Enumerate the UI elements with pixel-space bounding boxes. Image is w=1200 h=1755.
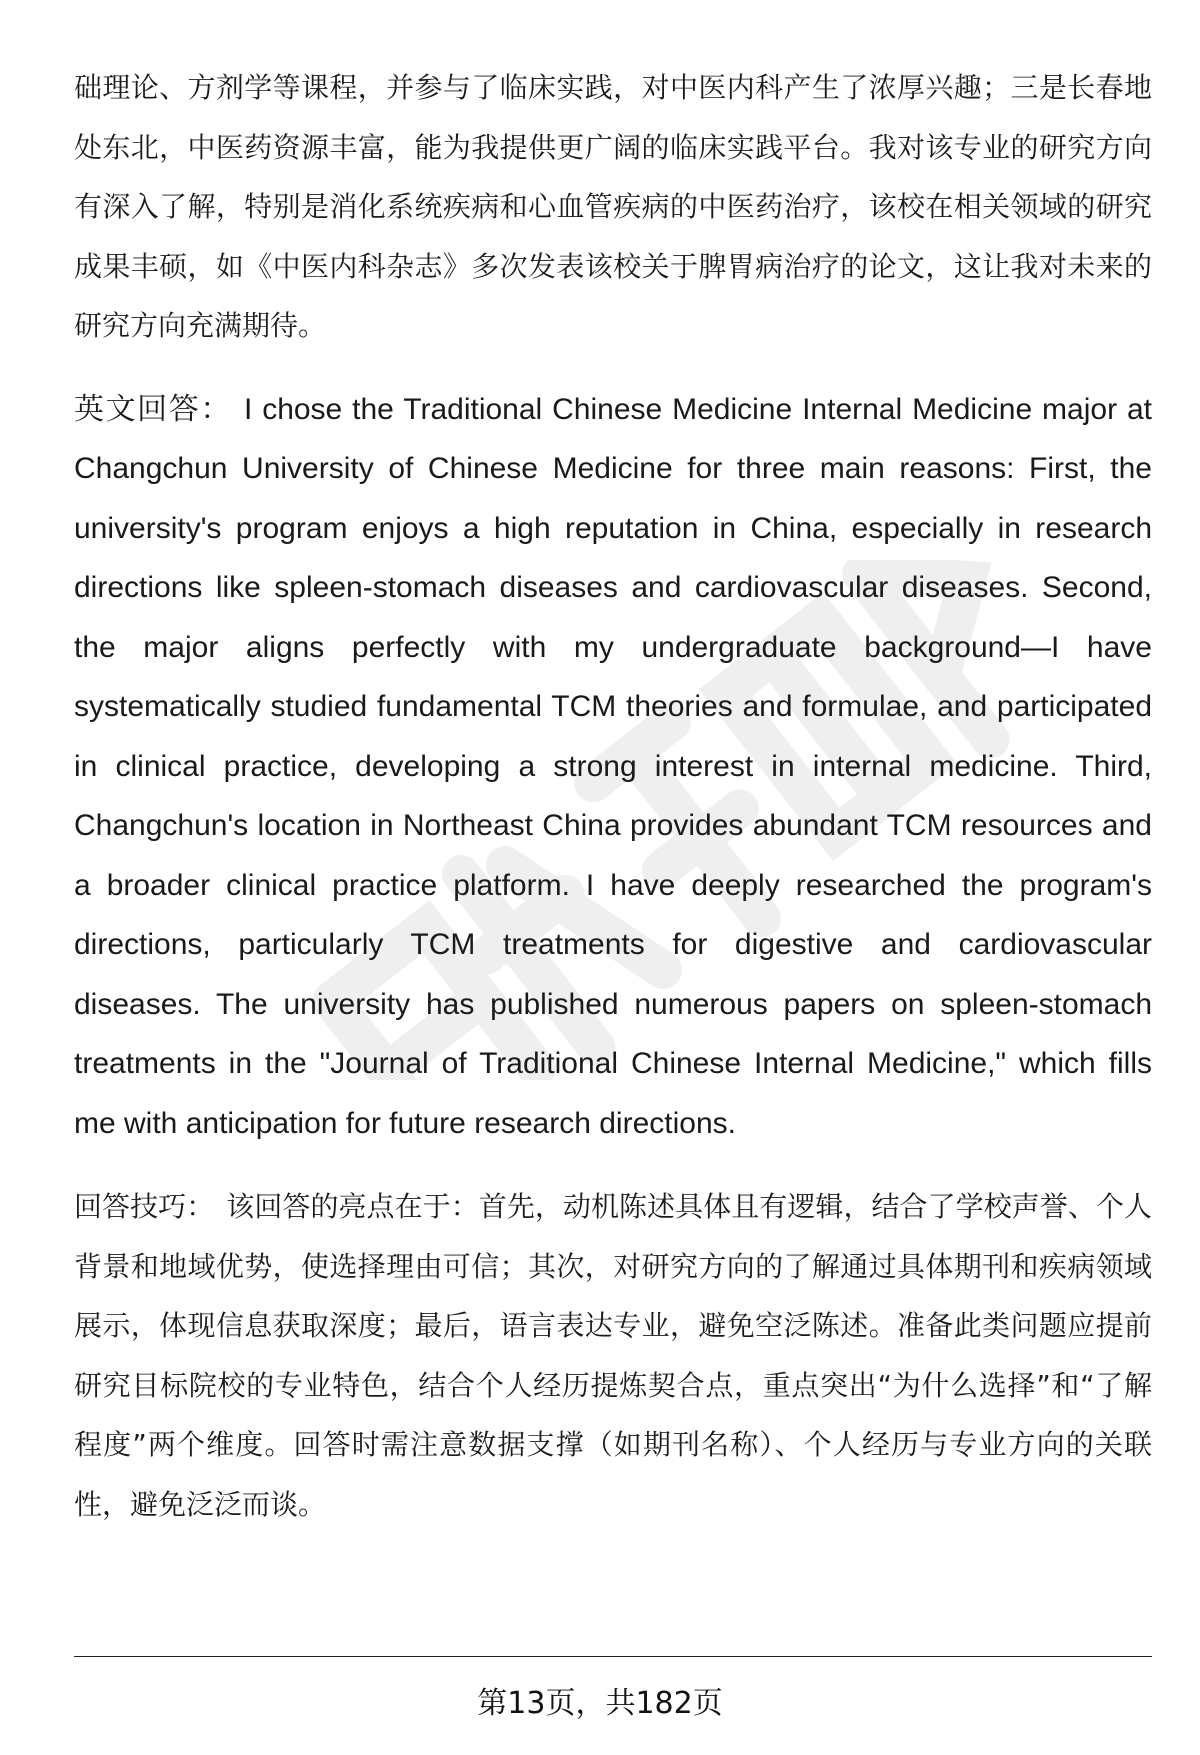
english-answer-label: 英文回答： — [74, 392, 232, 426]
answer-tips-text: 该回答的亮点在于：首先，动机陈述具体且有逻辑，结合了学校声誉、个人背景和地域优势，使选择理由可信；其次，对研究方向的了解通过具体期刊和疾病领域展示，体现信息获取深度；最后，语言表达专业，避免空泛陈述。准备此类问题应提前研究目标院校的专业特色，结合个人经历提炼契合点，重点突出“为什么选择”和“了解程度”两个维度。回答时需注意数据支撑（如期刊名称）、个人经历与专业方向的关联性，避免泛泛而谈。 — [74, 1190, 1152, 1521]
main-content — [74, 58, 1152, 1534]
footer-divider — [74, 1656, 1152, 1657]
english-answer-text: I chose the Traditional Chinese Medicine Internal Medicine major at Changchun University of Chinese Medicine for three main reasons: First, the university's program enjoys a high reputation in China, especially in research directions like spleen-stomach diseases and cardiovascular diseases. Second, the major aligns perfectly with my undergraduate background—I have systematically studied fundamental TCM theories and formulae, and participated in clinical practice, developing a strong interest in internal medicine. Third, Changchun's location in Northeast China provides abundant TCM resources and a broader clinical practice platform. I have deeply researched the program's directions, particularly TCM treatments for digestive and cardiovascular diseases. The university has published numerous papers on spleen-stomach treatments in the "Journal of Traditional Chinese Internal Medicine," which fills me with anticipation for future research directions. — [74, 392, 1153, 1140]
answer-tips-label: 回答技巧： — [74, 1190, 215, 1223]
paragraph-english-answer — [74, 380, 1152, 1154]
page-number: 第13页，共182页 — [477, 1686, 723, 1721]
paragraph-answer-tips — [74, 1177, 1152, 1534]
paragraph-chinese-continuation — [74, 58, 1152, 356]
chinese-continuation-text: 础理论、方剂学等课程，并参与了临床实践，对中医内科产生了浓厚兴趣；三是长春地处东北，中医药资源丰富，能为我提供更广阔的临床实践平台。我对该专业的研究方向有深入了解，特别是消化系统疾病和心血管疾病的中医药治疗，该校在相关领域的研究成果丰硕，如《中医内科杂志》多次发表该校关于脾胃病治疗的论文，这让我对未来的研究方向充满期待。 — [74, 71, 1152, 342]
